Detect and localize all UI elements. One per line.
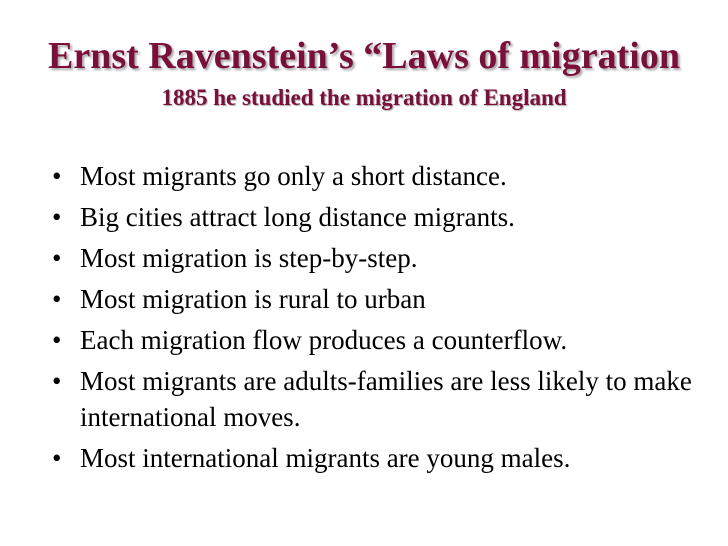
bullet-dot-icon: • [52, 284, 62, 314]
bullet-item-2 [0, 199, 728, 235]
bullet-text: Most migration is rural to urban [80, 284, 426, 314]
bullet-dot-icon: • [52, 161, 62, 191]
bullet-item-7 [0, 440, 728, 476]
bullet-item-5 [0, 322, 728, 358]
bullet-text: Most migrants go only a short distance. [80, 161, 507, 191]
slide-subtitle: 1885 he studied the migration of England [161, 85, 567, 110]
bullet-dot-icon: • [52, 243, 62, 273]
bullet-dot-icon: • [52, 366, 62, 396]
bullet-text: Each migration flow produces a counterflow. [80, 325, 568, 355]
bullet-item-1 [0, 158, 728, 194]
bullet-dot-icon: • [52, 325, 62, 355]
bullet-item-3 [0, 240, 728, 276]
bullet-text: Most migration is step-by-step. [80, 243, 418, 273]
bullet-dot-icon: • [52, 443, 62, 473]
bullet-item-6 [0, 363, 728, 435]
bullet-dot-icon: • [52, 202, 62, 232]
bullet-item-4 [0, 281, 728, 317]
bullet-text: Big cities attract long distance migrants. [80, 202, 515, 232]
slide-title: Ernst Ravenstein’s “Laws of migration [48, 35, 680, 77]
bullet-list [0, 158, 728, 481]
bullet-text: Most international migrants are young males. [80, 443, 571, 473]
bullet-text: Most migrants are adults-families are less likely to make international moves. [80, 366, 692, 432]
